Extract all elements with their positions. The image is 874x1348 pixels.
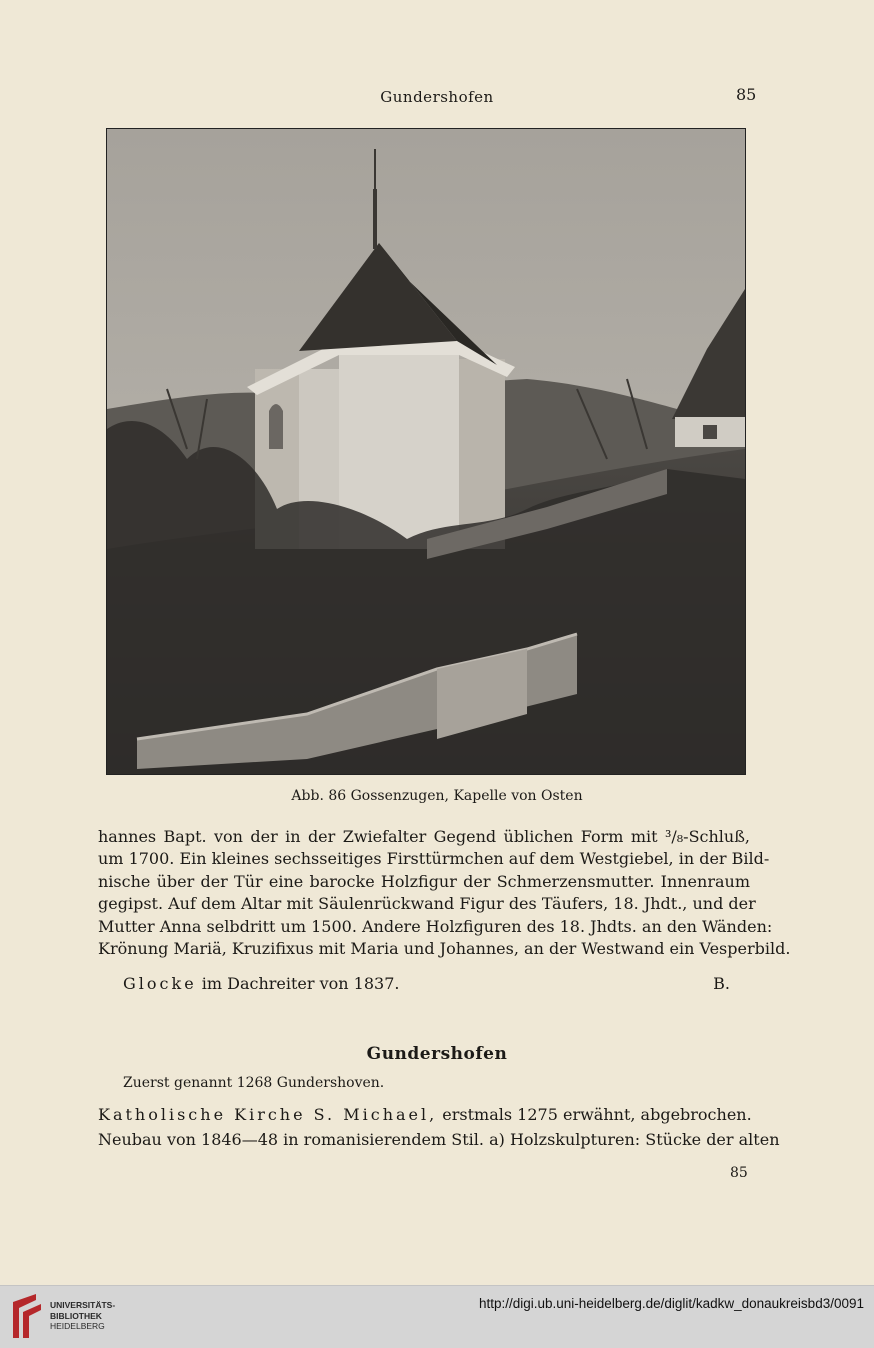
text-line: um 1700. Ein kleines sechsseitiges Firsttürmchen auf dem Westgiebel, in der Bild- — [98, 849, 770, 869]
text-line: gegipst. Auf dem Altar mit Säulenrückwand Figur des Täufers, 18. Jhdt., und der — [98, 894, 756, 914]
bell-note — [123, 974, 730, 993]
library-name-line: HEIDELBERG — [50, 1321, 105, 1331]
church-title: Katholische Kirche S. Michael, — [98, 1105, 438, 1124]
library-name — [50, 1300, 115, 1332]
paragraph-chapel — [98, 826, 791, 960]
church-line1-text: erstmals 1275 erwähnt, abgebrochen. — [437, 1105, 752, 1124]
bell-word: Glocke — [123, 974, 197, 993]
first-mention: Zuerst genannt 1268 Gundershoven. — [123, 1075, 385, 1091]
chapel-photograph — [106, 128, 746, 775]
bell-note-text: im Dachreiter von 1837. — [196, 974, 400, 993]
section-heading: Gundershofen — [366, 1044, 508, 1064]
page-number-top: 85 — [736, 85, 757, 104]
running-head: Gundershofen — [380, 88, 494, 106]
viewer-footer — [0, 1285, 874, 1348]
text-line — [98, 1102, 750, 1127]
library-name-line: UNIVERSITÄTS- — [50, 1300, 116, 1310]
figure-caption: Abb. 86 Gossenzugen, Kapelle von Osten — [291, 788, 583, 804]
text-line: Neubau von 1846—48 in romanisierendem Stil. a) Holzskulpturen: Stücke der alten — [98, 1130, 780, 1149]
text-line: Mutter Anna selbdritt um 1500. Andere Holzfiguren des 18. Jhdts. an den Wänden: — [98, 916, 773, 936]
library-name-line: BIBLIOTHEK — [50, 1310, 102, 1321]
paragraph-church — [98, 1102, 780, 1152]
author-signature: B. — [713, 974, 730, 993]
chapel-photo-illustration — [107, 129, 745, 774]
page-number-bottom: 85 — [730, 1165, 748, 1181]
text-line: hannes Bapt. von der in der Zwiefalter Gegend üblichen Form mit ³/₈-Schluß, — [98, 827, 750, 846]
text-line: nische über der Tür eine barocke Holzfigur der Schmerzensmutter. Innenraum — [98, 871, 750, 891]
permalink-url[interactable]: http://digi.ub.uni-heidelberg.de/diglit/kadkw_donaukreisbd3/0091 — [478, 1296, 864, 1311]
university-library-logo-icon — [10, 1294, 44, 1340]
text-line: Krönung Mariä, Kruzifixus mit Maria und Johannes, an der Westwand ein Vesperbild. — [98, 939, 791, 959]
